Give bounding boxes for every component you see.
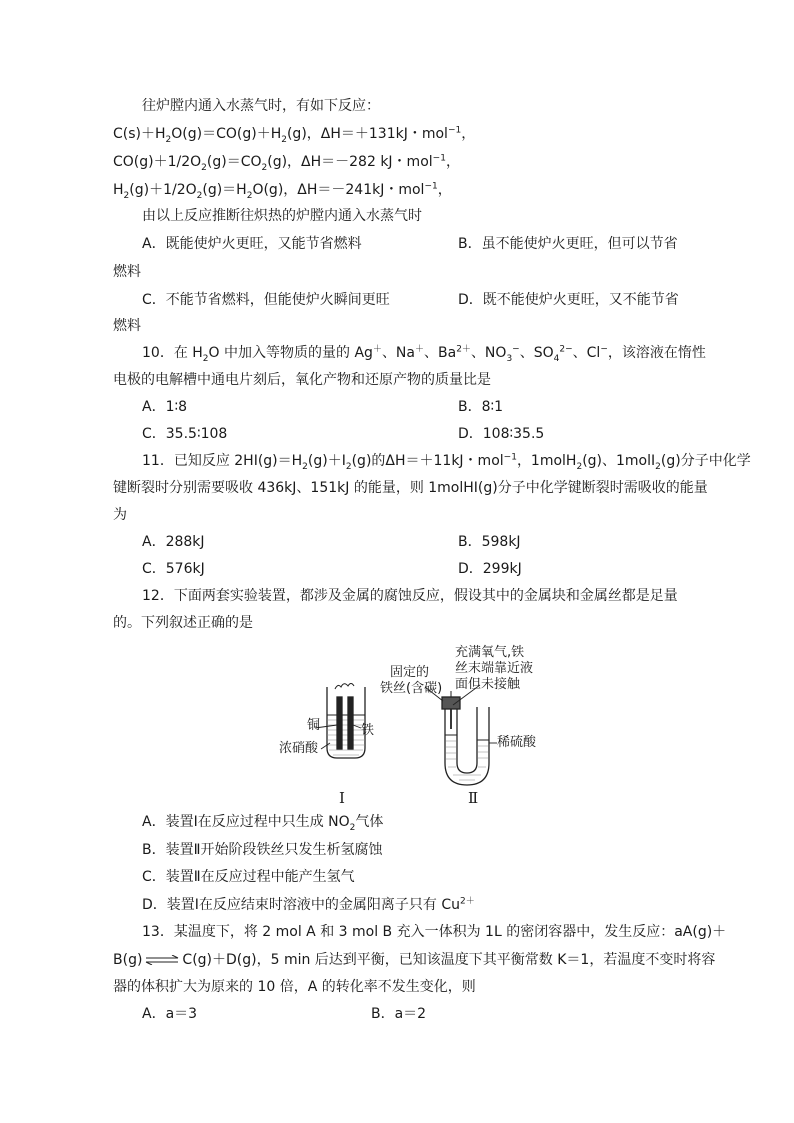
q12-option-d: D．装置Ⅰ在反应结束时溶液中的金属阳离子只有 $Cu^{2+}$ bbox=[142, 896, 475, 913]
q11-stem-line3: 为 bbox=[113, 507, 127, 523]
q11-option-d: D．299kJ bbox=[458, 561, 522, 577]
figure-label-2: Ⅱ bbox=[468, 789, 479, 807]
q10-option-c: C．35.5∶108 bbox=[142, 426, 228, 442]
label-concentrated-nitric-acid: 浓硝酸 bbox=[279, 741, 319, 756]
q10-stem-line1: 10．在 $H_2O$ 中加入等物质的量的 Ag＋、Na＋、$Ba^{2+}$、$NO_3^-$、$SO_4^{2-}$、Cl−，该溶液在惰性 bbox=[142, 344, 706, 364]
q9-option-b: B．虽不能使炉火更旺，但可以节省 bbox=[458, 236, 678, 252]
equation-3: $H_2(g)+1/2O_2(g)=H_2O(g)$，ΔH＝－241kJ・mol$^{-1}$， bbox=[113, 181, 452, 201]
q9-option-b-cont: 燃料 bbox=[113, 264, 141, 280]
equation-1: $C(s)+H_2O(g)=CO(g)+H_2(g)$，ΔH＝＋131kJ・mol$^{-1}$， bbox=[113, 125, 476, 145]
intro-text: 往炉膛内通入水蒸气时，有如下反应： bbox=[142, 98, 380, 114]
q13-stem-line2: B(g) C(g)＋D(g)，5 min 后达到平衡，已知该温度下其平衡常数 K＝1，若温度不变时将容 bbox=[113, 952, 716, 968]
q11-option-c: C．576kJ bbox=[142, 561, 205, 577]
q13-option-a: A．a＝3 bbox=[142, 1006, 198, 1022]
q12-stem-line1: 12．下面两套实验装置，都涉及金属的腐蚀反应，假设其中的金属块和金属丝都是足量 bbox=[142, 588, 678, 604]
q12-option-c: C．装置Ⅱ在反应过程中能产生氢气 bbox=[142, 869, 355, 885]
q9-stem: 由以上反应推断往炽热的炉膛内通入水蒸气时 bbox=[142, 208, 422, 224]
apparatus-figure bbox=[275, 645, 545, 810]
q11-option-a: A．288kJ bbox=[142, 534, 205, 550]
label-dilute-sulfuric-acid: 稀硫酸 bbox=[497, 735, 537, 750]
q13-option-b: B．a＝2 bbox=[371, 1006, 427, 1022]
label-oxygen-1: 充满氧气,铁 bbox=[455, 645, 525, 660]
q10-stem-line2: 电极的电解槽中通电片刻后，氧化产物和还原产物的质量比是 bbox=[113, 372, 491, 388]
q9-option-a: A．既能使炉火更旺，又能节省燃料 bbox=[142, 236, 362, 252]
q9-option-d: D．既不能使炉火更旺，又不能节省 bbox=[458, 292, 679, 308]
q11-option-b: B．598kJ bbox=[458, 534, 521, 550]
label-fixed-wire-1: 固定的 bbox=[390, 665, 430, 680]
q12-option-a: A．装置Ⅰ在反应过程中只生成 $NO_2$气体 bbox=[142, 814, 384, 833]
label-fixed-wire-2: 铁丝(含碳) bbox=[380, 681, 443, 696]
q13-stem-line3: 器的体积扩大为原来的 10 倍，A 的转化率不发生变化，则 bbox=[113, 979, 476, 995]
label-iron: 铁 bbox=[361, 723, 375, 738]
q11-stem-line1: 11．已知反应 $2HI(g)=H_2(g)+I_2(g)$的ΔH＝＋11kJ・mol$^{-1}$，1molH$_2$(g)、1molI$_2$(g)分子中化学 bbox=[142, 452, 751, 472]
equilibrium-arrow-icon bbox=[145, 955, 179, 965]
equation-2: $CO(g)+1/2O_2(g)=CO_2(g)$，ΔH＝－282 kJ・mol$^{-1}$， bbox=[113, 153, 460, 173]
q10-option-d: D．108∶35.5 bbox=[458, 426, 545, 442]
q10-option-a: A．1∶8 bbox=[142, 399, 188, 415]
q13-stem-line1: 13．某温度下，将 2 mol A 和 3 mol B 充入一体积为 1L 的密闭容器中，发生反应：aA(g)＋ bbox=[142, 924, 727, 940]
apparatus-1 bbox=[315, 684, 365, 759]
q12-option-b: B．装置Ⅱ开始阶段铁丝只发生析氢腐蚀 bbox=[142, 842, 383, 858]
q12-stem-line2: 的。下列叙述正确的是 bbox=[113, 615, 253, 631]
q9-option-c: C．不能节省燃料，但能使炉火瞬间更旺 bbox=[142, 292, 390, 308]
label-copper: 铜 bbox=[307, 718, 321, 733]
label-oxygen-2: 丝末端靠近液 bbox=[455, 661, 534, 676]
q10-option-b: B．8∶1 bbox=[458, 399, 504, 415]
label-oxygen-3: 面但未接触 bbox=[455, 677, 521, 692]
q11-stem-line2: 键断裂时分别需要吸收 436kJ、151kJ 的能量，则 1molHI(g)分子中化学键断裂时需吸收的能量 bbox=[113, 480, 708, 496]
apparatus-2 bbox=[425, 685, 497, 785]
q9-option-d-cont: 燃料 bbox=[113, 318, 141, 334]
figure-label-1: Ⅰ bbox=[339, 789, 345, 807]
